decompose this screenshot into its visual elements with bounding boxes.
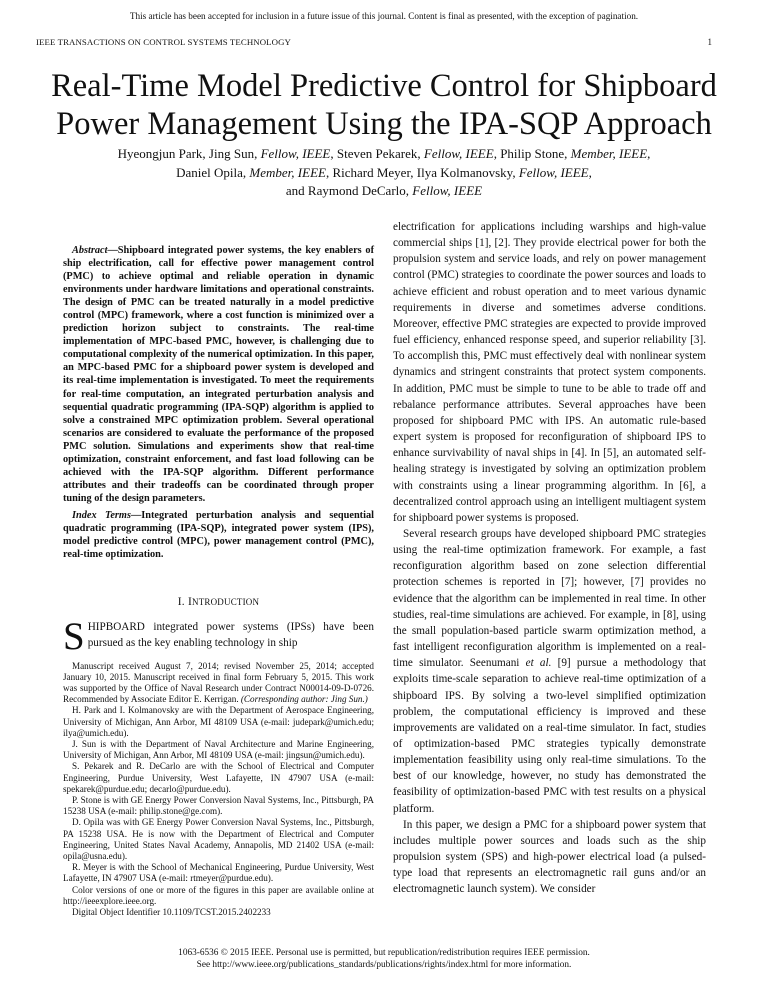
copyright-footer [0, 947, 768, 971]
body-paragraph: electrification for applications including warships and high-value commercial ships [1], [2]. They provide electrical power for both the propulsion system and service loads, and rely on power management control (PMC) strategies to coordinate the power sources and loads to achieve efficient and robust operation and to meet various dynamic requirements in diverse and sometimes adverse conditions. Moreover, effective PMC strategies are expected to provide improved fuel efficiency, enhanced response speed, and superior reliability [3]. To accomplish this, PMC must effectively deal with nonlinear system dynamics and stringent constraints that protect system components. In addition, PMC must be simple to tune to be able to trade off and rebalance performance attributes. Several approaches have been proposed for shipboard PMC with IPS. An automatic rule-based expert system is proposed for reconfiguration of shipboard IPS to enhance survivability of naval ships in [4]. In [5], an automated self-healing strategy is investigated by solving an optimization problem with constraints using a linear programming algorithm. In [6], a decentralized control approach using an intelligent multiagent system for shipboard power systems is proposed. [393, 221, 706, 524]
author-names-1: Hyeongjun Park, Jing Sun, Fellow, IEEE, Steven Pekarek, Fellow, IEEE, Philip Stone, Member, IEEE, [117, 146, 651, 161]
body-paragraph: In this paper, we design a PMC for a shipboard power system that includes multiple power sources and loads such as the ship propulsion system (SPS) and high-power electrical load (a pulsed-type load that represents an electromagnetic rail guns and/or an electromagnetic launch system). We consider [393, 818, 706, 896]
footnote-color-note: Color versions of one or more of the figures in this paper are available online at http://ieeexplore.ieee.org. [63, 884, 374, 906]
author-line-1 [40, 145, 728, 164]
footnotes [63, 661, 374, 919]
copyright-line: 1063-6536 © 2015 IEEE. Personal use is permitted, but republication/redistribution requires IEEE permission. [178, 948, 590, 958]
index-terms-text: Integrated perturbation analysis and sequential quadratic programming (IPA-SQP), integrated power system (IPS), model predictive control (MPC), power management control (PMC), real-time optimization. [63, 509, 374, 561]
author-line-2 [40, 164, 728, 183]
footnote-affiliation: D. Opila was with GE Energy Power Conversion Naval Systems, Inc., Pittsburgh, PA 15238 USA. He is now with the Department of Electrical and Computer Engineering, United States Naval Academy, Annapolis, MD 21402 USA (e-mail: opila@usna.edu). [63, 817, 374, 862]
intro-text: HIPBOARD integrated power systems (IPSs) have been pursued as the key enabling technology in ship [87, 621, 374, 650]
author-names-2: Daniel Opila, Member, IEEE, Richard Meyer, Ilya Kolmanovsky, Fellow, IEEE, [176, 164, 592, 180]
abstract-text: Shipboard integrated power systems, the key enablers of ship electrification, call for effective power management control (PMC) to achieve optimal and reliable operation in dynamic environments under hardware limitations and operational constraints. The design of PMC can be treated naturally in a model predictive control (MPC) framework, where a cost function is minimized over a prediction horizon subject to constraints. The real-time implementation of MPC-based PMC, however, is challenging due to computational complexity of the numerical optimization. In this paper, an MPC-based PMC for a shipboard power system is developed and its real-time implementation is investigated. To meet the requirements for real-time computation, an integrated perturbation analysis and sequential quadratic programming (IPA-SQP) algorithm is applied to solve a constrained MPC optimization problem. Several operational scenarios are considered to evaluate the performance of the proposed PMC solution. Simulations and experiments show that real-time optimization, constraint enforcement, and fast load following can be achieved with the IPA-SQP algorithm. Different performance attributes and their tradeoffs can be coordinated through proper tuning of the design parameters. [63, 245, 374, 504]
acceptance-note: This article has been accepted for inclusion in a future issue of this journal. Content is final as presented, with the exception of pagination. [129, 11, 639, 21]
index-terms-label: Index Terms [72, 509, 131, 521]
abstract: Abstract—Shipboard integrated power systems, the key enablers of ship electrification, call for effective power management control (PMC) to achieve optimal and reliable operation in dynamic environments under hardware limitations and operational constraints. The design of PMC can be treated naturally in a model predictive control (MPC) framework, where a cost function is minimized over a prediction horizon subject to constraints. The real-time implementation of MPC-based PMC, however, is challenging due to computational complexity of the numerical optimization. In this paper, an MPC-based PMC for a shipboard power system is developed and its real-time implementation is investigated. To meet the requirements for real-time computation, an integrated perturbation analysis and sequential quadratic programming (IPA-SQP) algorithm is applied to solve a constrained MPC optimization problem. Several operational scenarios are considered to evaluate the performance of the proposed PMC solution. Simulations and experiments show that real-time optimization, constraint enforcement, and fast load following can be achieved with the IPA-SQP algorithm. Different performance attributes and their tradeoffs can be coordinated through proper tuning of the design parameters. [63, 245, 374, 504]
section-number: I. [177, 596, 185, 609]
left-column [63, 244, 374, 918]
footnote-affiliation: J. Sun is with the Department of Naval Architecture and Marine Engineering, University of Michigan, Ann Arbor, MI 48109 USA (e-mail: jingsun@umich.edu). [63, 739, 374, 761]
running-head-journal: IEEE TRANSACTIONS ON CONTROL SYSTEMS TECHNOLOGY [36, 37, 292, 47]
paper-title: Real-Time Model Predictive Control for Shipboard Power Management Using the IPA-SQP Approach [51, 68, 717, 142]
section-heading [63, 594, 374, 610]
abstract-label: Abstract [72, 245, 108, 256]
drop-cap: S [63, 615, 85, 659]
body-paragraph: Several research groups have developed shipboard PMC strategies using the real-time optimization framework. For example, a fast reconfiguration algorithm based on zone selection differential protection schemes is reported in [7]; however, [7] provides no evidence that the algorithm can be implemented in real time. In other studies, real-time simulations are achieved. For example, in [8], using the small population-based particle swarm optimization method, a fast intelligent reconfiguration algorithm is implemented on a real-time simulator. Seenumani et al. [9] pursue a methodology that exploits time-scale separation to achieve real-time optimization of a shipboard IPS. By solving a two-level simplified optimization problem, the computational efficiency is improved and these improvements are validated on a real-time simulator. In fact, studies of optimization-based PMC strategies typically demonstrate implementation feasibility using only real-time simulations. To the best of our knowledge, however, no study has demonstrated the feasibility of optimization-based PMC with test results on a physical platform. [393, 527, 707, 815]
section-title-rest: NTRODUCTION [192, 597, 260, 608]
footnote-affiliation: H. Park and I. Kolmanovsky are with the Department of Aerospace Engineering, University of Michigan, Ann Arbor, MI 48109 USA (e-mail: judepark@umich.edu; ilya@umich.edu). [63, 705, 374, 738]
rights-url-line: See http://www.ieee.org/publications_standards/publications/rights/index.html for more information. [196, 960, 572, 970]
footnote-affiliation: R. Meyer is with the School of Mechanical Engineering, Purdue University, West Lafayette, IN 47907 USA (e-mail: rtmeyer@purdue.edu). [63, 862, 374, 884]
intro-paragraph [63, 615, 374, 659]
footnote-doi: Digital Object Identifier 10.1109/TCST.2015.2402233 [72, 907, 271, 918]
index-terms: Index Terms—Integrated perturbation analysis and sequential quadratic programming (IPA-SQP), integrated power system (IPS), model predictive control (MPC), power management control (PMC), real-time optimization. [63, 509, 374, 561]
footnote-affiliation: P. Stone is with GE Energy Power Conversion Naval Systems, Inc., Pittsburgh, PA 15238 USA (e-mail: philip.stone@ge.com). [63, 795, 374, 817]
author-names-3: and Raymond DeCarlo, Fellow, IEEE [285, 183, 483, 198]
footnote-manuscript: Manuscript received August 7, 2014; revised November 25, 2014; accepted January 10, 2015. Manuscript received in final form February 5, 2015. This work was supported by the Office of Naval Research under Contract N00014-09-D-0726. Recommended by Associate Editor E. Kerrigan. (Corresponding author: Jing Sun.) [63, 660, 374, 705]
corresponding-author: (Corresponding author: Jing Sun.) [240, 694, 368, 705]
right-column [393, 219, 706, 898]
author-line-3 [40, 182, 728, 201]
section-title-initial: I [187, 596, 192, 609]
author-list [40, 145, 728, 201]
footnote-affiliation: S. Pekarek and R. DeCarlo are with the School of Electrical and Computer Engineering, Purdue University, West Lafayette, IN 47907 USA (e-mail: spekarek@purdue.edu; decarlo@purdue.edu). [63, 761, 374, 794]
page-number: 1 [707, 37, 712, 47]
